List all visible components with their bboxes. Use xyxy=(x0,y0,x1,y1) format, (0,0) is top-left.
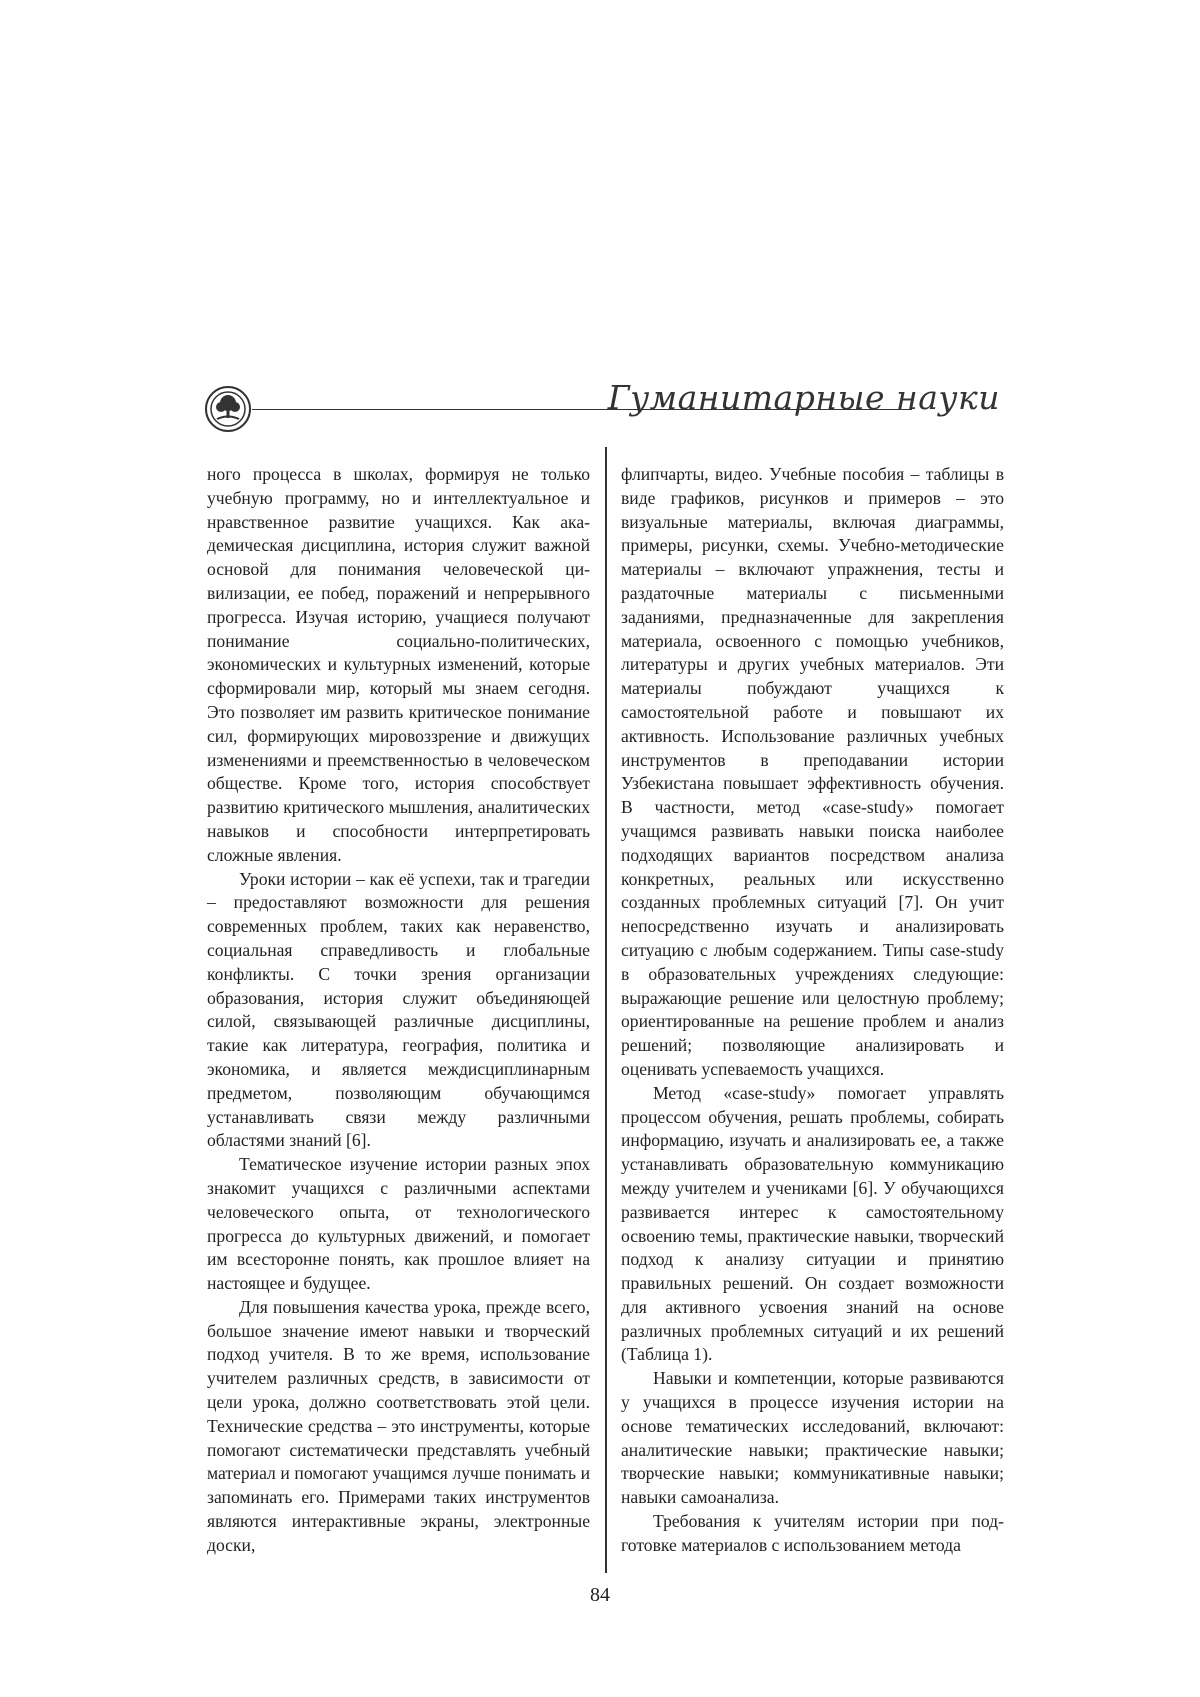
right-column xyxy=(621,463,1004,1558)
paragraph: флипчарты, видео. Учебные пособия – таблицы в виде графиков, рисунков и примеров – это визуальные материалы, включая диаграммы, примеры, рисунки, схемы. Учебно-методические материалы – включают упражнения, тесты и раздаточные материалы с письменными заданиями, предназначенные для закрепления материала, освоенного с помощью учебников, литературы и других учебных материалов. Эти материалы побуждают учащихся к самостоятельной работе и повышают их активность. Использование различных учебных инструментов в преподавании истории Узбекистана повышает эффективность обучения. В частности, метод «case-study» помогает учащимся развивать навыки поиска наиболее подходящих вариантов посредством анализа конкретных, реальных или искусственно созданных проблемных ситуаций [7]. Он учит непосредственно изучать и анализировать ситуацию с любым содержанием. Типы case-study в образовательных учреждениях следующие: выражающие решение или целостную проблему; ориентированные на решение проблем и анализ решений; позволяющие анализировать и оценивать успеваемость учащихся. xyxy=(621,464,1004,1079)
paragraph: Тематическое изучение истории разных эпох знакомит учащихся с различными аспектами человеческого опыта, от технологического прогресса до культурных движений, и помогает им всесторонне понять, как прошлое влияет на настоящее и будущее. xyxy=(207,1154,590,1294)
paragraph: ного процесса в школах, формируя не только учебную программу, но и интеллектуальное и нравственное развитие учащихся. Как академическая дисциплина, история служит важной основой для понимания человеческой цивилизации, ее побед, поражений и непрерывного прогресса. Изучая историю, учащиеся получают понимание социально-политических, экономических и культурных изменений, которые сформировали мир, который мы знаем сегодня. Это позволяет им развить критическое понимание сил, формирующих мировоззрение и движущих изменениями и преемственностью в человеческом обществе. Кроме того, история способствует развитию критического мышления, аналитических навыков и способности интерпретировать сложные явления. xyxy=(207,464,590,865)
page-number: 84 xyxy=(590,1584,610,1606)
paragraph: Метод «case-study» помогает управлять процессом обучения, решать проблемы, собирать информацию, изучать и анализировать ее, а также устанавливать образовательную коммуникацию между учителем и учениками [6]. У обучающихся развивается интерес к самостоятельному освоению темы, практические навыки, творческий подход к анализу ситуации и принятию правильных решений. Он создает возможности для активного усвоения знаний на основе различных проблемных ситуаций и их решений (Таблица 1). xyxy=(621,1082,1004,1365)
journal-section-title: Гуманитарные науки xyxy=(607,378,1000,417)
tree-emblem-icon xyxy=(205,386,251,432)
paragraph: Требования к учителям истории при подготовке материалов с использованием метода xyxy=(621,1511,1004,1555)
column-divider xyxy=(605,447,607,1573)
paragraph: Для повышения качества урока, прежде всего, большое значение имеют навыки и творческий подход учителя. В то же время, использование учителем различных средств, в зависимости от цели урока, должно соответствовать этой цели. Технические средства – это инструменты, которые помогают систематически представлять учебный материал и помогают учащимся лучше понимать и запоминать его. Примерами таких инструментов являются интерактивные экраны, электронные доски, xyxy=(207,1296,590,1555)
left-column xyxy=(207,463,590,1558)
tree-emblem-graphic xyxy=(207,388,249,430)
running-header xyxy=(200,372,1002,442)
paragraph: Уроки истории – как её успехи, так и трагедии – предоставляют возможности для решения современных проблем, таких как неравенство, социальная справедливость и глобальные конфликты. С точки зрения организации образования, история служит объединяющей силой, связывающей различные дисциплины, такие как литература, география, политика и экономика, и является междисциплинарным предметом, позволяющим обучающимся устанавливать связи между различными областями знаний [6]. xyxy=(207,868,590,1151)
paragraph: Навыки и компетенции, которые развиваются у учащихся в процессе изучения истории на основе тематических исследований, включают: аналитические навыки; практические навыки; творческие навыки; коммуникативные навыки; навыки самоанализа. xyxy=(621,1368,1004,1508)
